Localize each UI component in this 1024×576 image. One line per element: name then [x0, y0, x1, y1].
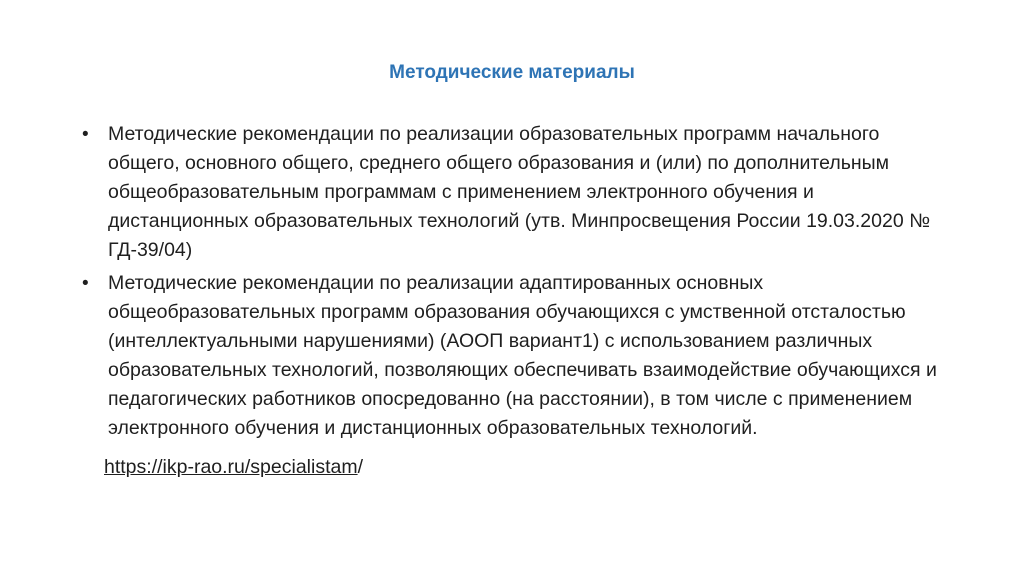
bullet-item-2 [76, 269, 956, 443]
slide-content [76, 120, 956, 482]
link-line [76, 453, 956, 482]
link-suffix: / [357, 456, 364, 478]
bullet-dot-icon: • [82, 124, 89, 145]
bullet-list [76, 120, 956, 443]
slide-title: Методические материалы [389, 62, 635, 83]
specialists-link[interactable]: https://ikp-rao.ru/specialistam [104, 456, 358, 478]
bullet-item-1 [76, 120, 956, 265]
bullet-text-2: Методические рекомендации по реализации адаптированных основных общеобразовательных программ образования обучающихся с умственной отсталостью (интеллектуальными нарушениями) (АООП вариант1) с использованием различных образовательных технологий, позволяющих обеспечивать взаимодействие обучающихся и педагогических работников опосредованно (на расстоянии), в том числе с применением электронного обучения и дистанционных образовательных технологий. [108, 272, 937, 439]
bullet-dot-icon: • [82, 273, 89, 294]
bullet-text-1: Методические рекомендации по реализации образовательных программ начального общего, основного общего, среднего общего образования и (или) по дополнительным общеобразовательным программам с применением электронного обучения и дистанционных образовательных технологий (утв. Минпросвещения России 19.03.2020 № ГД-39/04) [108, 123, 930, 261]
